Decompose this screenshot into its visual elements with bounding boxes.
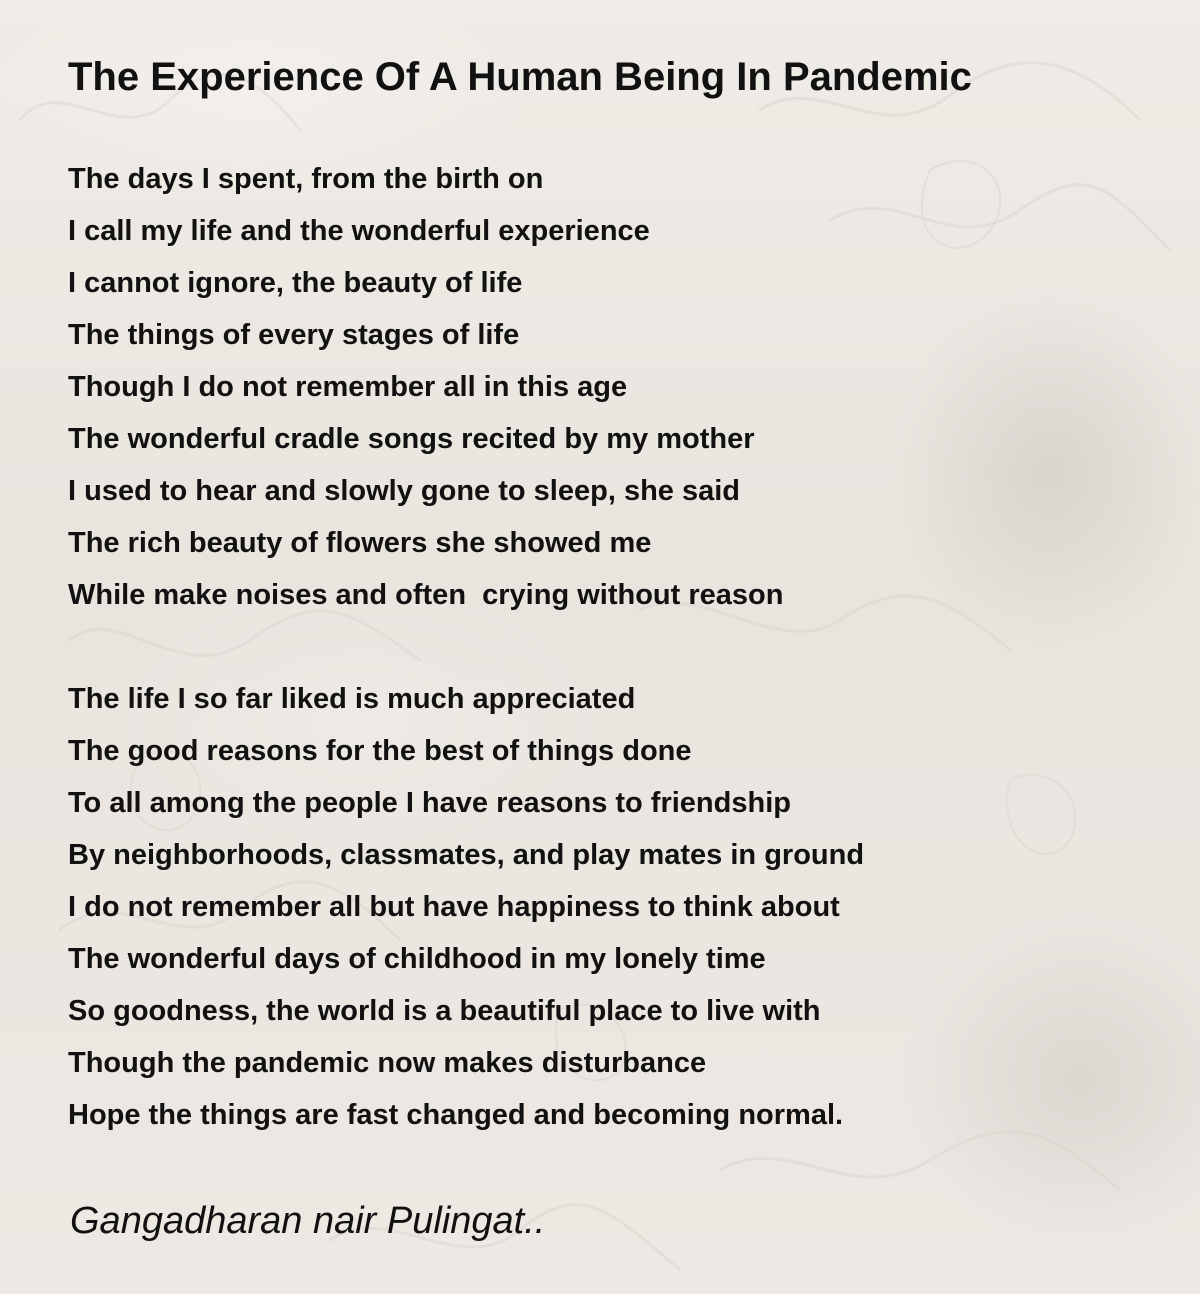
poem-line: The wonderful days of childhood in my lonely time bbox=[68, 943, 766, 975]
poem-line: I call my life and the wonderful experience bbox=[68, 215, 650, 247]
poem-line: Though I do not remember all in this age bbox=[68, 371, 628, 403]
stanza-2 bbox=[68, 673, 1148, 1141]
poem-line: Though the pandemic now makes disturbance bbox=[68, 1047, 707, 1079]
author-name: Gangadharan nair Pulingat.. bbox=[70, 1200, 546, 1242]
poem-line: I cannot ignore, the beauty of life bbox=[68, 267, 523, 299]
poem-line: The things of every stages of life bbox=[68, 319, 520, 351]
poem-line: The life I so far liked is much appreciated bbox=[68, 683, 636, 715]
poem-title: The Experience Of A Human Being In Pandemic bbox=[68, 55, 972, 99]
poem-line: I used to hear and slowly gone to sleep, she said bbox=[68, 475, 740, 507]
poem-line: By neighborhoods, classmates, and play mates in ground bbox=[68, 839, 865, 871]
poem-line: While make noises and often crying without reason bbox=[68, 579, 784, 611]
poem-line: So goodness, the world is a beautiful place to live with bbox=[68, 995, 821, 1027]
poem-line: Hope the things are fast changed and becoming normal. bbox=[68, 1099, 844, 1131]
poem-line: The wonderful cradle songs recited by my mother bbox=[68, 423, 755, 455]
poem-line: The good reasons for the best of things done bbox=[68, 735, 692, 767]
poem-line: To all among the people I have reasons to friendship bbox=[68, 787, 791, 819]
poem-line: I do not remember all but have happiness to think about bbox=[68, 891, 840, 923]
stanza-1 bbox=[68, 153, 1148, 621]
poem-body bbox=[68, 153, 1148, 1193]
poem-line: The days I spent, from the birth on bbox=[68, 163, 544, 195]
poem-line: The rich beauty of flowers she showed me bbox=[68, 527, 652, 559]
